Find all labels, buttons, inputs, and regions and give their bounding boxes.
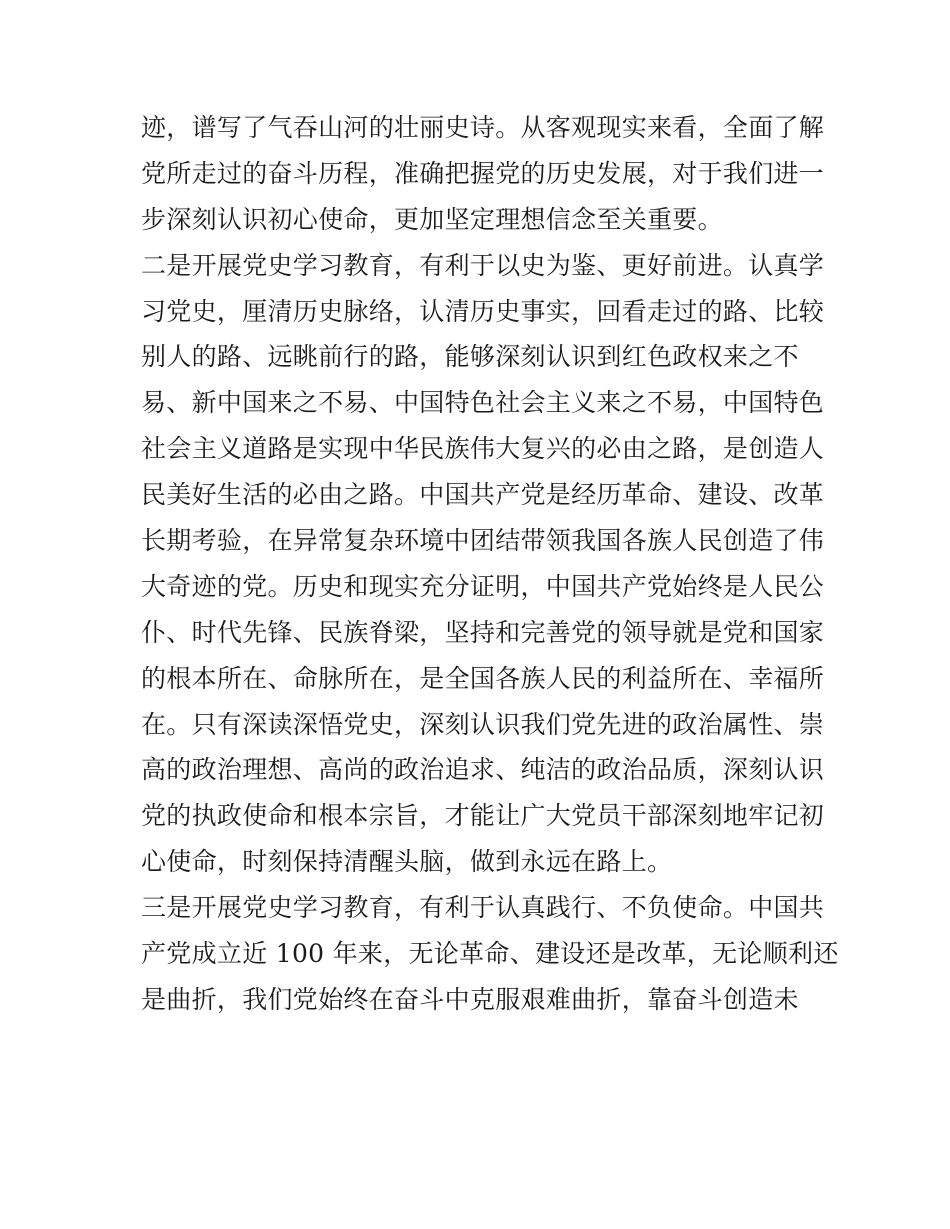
text-line: 高的政治理想、高尚的政治追求、纯洁的政治品质，深刻认识 (141, 755, 825, 785)
text-line: 长期考验，在异常复杂环境中团结带领我国各族人民创造了伟 (141, 526, 825, 556)
text-line: 步深刻认识初心使命，更加坚定理想信念至关重要。 (141, 204, 723, 234)
text-line: 党所走过的奋斗历程，准确把握党的历史发展，对于我们进一 (141, 158, 825, 188)
text-line: 产党成立近 100 年来，无论革命、建设还是改革，无论顺利还 (141, 939, 839, 969)
text-line: 社会主义道路是实现中华民族伟大复兴的必由之路，是创造人 (141, 434, 825, 464)
text-line: 在。只有深读深悟党史，深刻认识我们党先进的政治属性、崇 (141, 709, 825, 739)
text-line: 迹，谱写了气吞山河的壮丽史诗。从客观现实来看，全面了解 (141, 113, 825, 142)
text-line: 别人的路、远眺前行的路，能够深刻认识到红色政权来之不 (141, 342, 799, 372)
text-line: 大奇迹的党。历史和现实充分证明，中国共产党始终是人民公 (141, 571, 825, 601)
text-line: 心使命，时刻保持清醒头脑，做到永远在路上。 (141, 847, 673, 877)
text-line: 二是开展党史学习教育，有利于以史为鉴、更好前进。认真学 (141, 250, 825, 280)
text-line: 易、新中国来之不易、中国特色社会主义来之不易，中国特色 (141, 388, 825, 418)
text-line: 三是开展党史学习教育，有利于认真践行、不负使命。中国共 (141, 893, 825, 923)
body-text (141, 105, 839, 1023)
text-line: 民美好生活的必由之路。中国共产党是经历革命、建设、改革 (141, 480, 825, 510)
text-line: 党的执政使命和根本宗旨，才能让广大党员干部深刻地牢记初 (141, 801, 825, 831)
text-line: 仆、时代先锋、民族脊梁，坚持和完善党的领导就是党和国家 (141, 617, 825, 647)
text-line: 的根本所在、命脉所在，是全国各族人民的利益所在、幸福所 (141, 663, 825, 693)
text-line: 是曲折，我们党始终在奋斗中克服艰难曲折，靠奋斗创造未 (141, 984, 799, 1014)
text-line: 习党史，厘清历史脉络，认清历史事实，回看走过的路、比较 (141, 296, 825, 326)
